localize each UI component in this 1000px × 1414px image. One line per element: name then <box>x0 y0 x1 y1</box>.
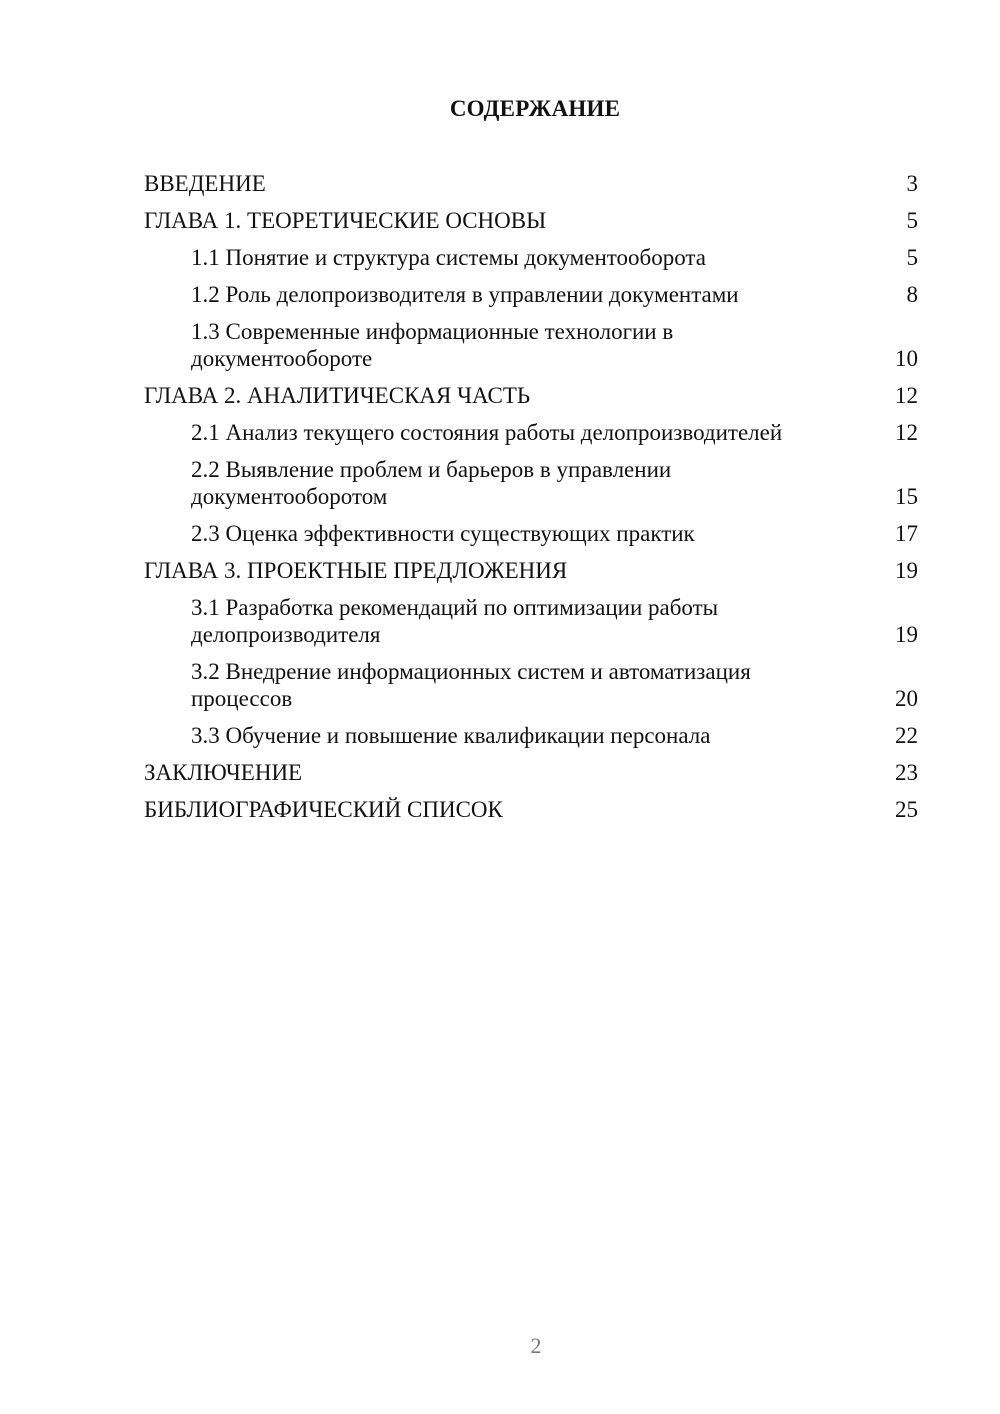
toc-entry-chapter-3[interactable] <box>144 555 918 592</box>
toc-entry-chapter-2[interactable] <box>144 380 918 417</box>
toc-entry-page: 20 <box>895 686 918 711</box>
toc-entry-page: 12 <box>895 383 918 408</box>
toc-entry-page: 25 <box>895 797 918 822</box>
toc-entry-label: 1.3 Современные информационные технологии в документообороте <box>191 319 674 371</box>
toc-entry-label: 2.1 Анализ текущего состояния работы делопроизводителей <box>191 420 783 445</box>
toc-entry-page: 15 <box>895 484 918 509</box>
toc-entry-page: 17 <box>895 521 918 546</box>
toc-entry-page: 3 <box>906 171 918 196</box>
toc-entry-page: 19 <box>895 558 918 583</box>
toc-entry-page: 19 <box>895 622 918 647</box>
toc-entry-conclusion[interactable] <box>144 757 918 794</box>
toc-entry-label: БИБЛИОГРАФИЧЕСКИЙ СПИСОК <box>144 797 503 822</box>
toc-entry-section-1-3[interactable] <box>144 316 918 380</box>
toc-entry-label: ГЛАВА 3. ПРОЕКТНЫЕ ПРЕДЛОЖЕНИЯ <box>144 558 568 583</box>
toc-entry-section-2-2[interactable] <box>144 454 918 518</box>
page-number: 2 <box>530 1333 542 1358</box>
toc-entry-page: 8 <box>906 282 918 307</box>
toc-entry-label: 3.3 Обучение и повышение квалификации персонала <box>191 723 711 748</box>
toc-entry-page: 22 <box>895 723 918 748</box>
toc-entry-label: 2.2 Выявление проблем и барьеров в управлении документооборотом <box>191 457 672 509</box>
toc-entry-page: 5 <box>906 245 918 270</box>
toc-entry-section-3-3[interactable] <box>144 720 918 757</box>
toc-entry-page: 23 <box>895 760 918 785</box>
toc-entry-page: 10 <box>895 346 918 371</box>
toc-entry-label: 1.1 Понятие и структура системы документооборота <box>191 245 706 270</box>
toc-entry-label: ГЛАВА 1. ТЕОРЕТИЧЕСКИЕ ОСНОВЫ <box>144 208 547 233</box>
toc-entry-section-1-1[interactable] <box>144 242 918 279</box>
toc-entry-label: 3.2 Внедрение информационных систем и автоматизация процессов <box>191 659 751 711</box>
toc-entry-section-2-3[interactable] <box>144 518 918 555</box>
toc-entry-section-2-1[interactable] <box>144 417 918 454</box>
toc-entry-label: 1.2 Роль делопроизводителя в управлении документами <box>191 282 739 307</box>
toc-entry-page: 12 <box>895 420 918 445</box>
toc-entry-label: 2.3 Оценка эффективности существующих практик <box>191 521 695 546</box>
toc-entry-label: ГЛАВА 2. АНАЛИТИЧЕСКАЯ ЧАСТЬ <box>144 383 531 408</box>
toc-entry-section-1-2[interactable] <box>144 279 918 316</box>
table-of-contents <box>144 168 918 831</box>
toc-entry-section-3-1[interactable] <box>144 592 918 656</box>
toc-entry-label: ЗАКЛЮЧЕНИЕ <box>144 760 303 785</box>
toc-entry-bibliography[interactable] <box>144 794 918 831</box>
toc-entry-introduction[interactable] <box>144 168 918 205</box>
toc-entry-label: ВВЕДЕНИЕ <box>144 171 266 196</box>
toc-entry-label: 3.1 Разработка рекомендаций по оптимизации работы делопроизводителя <box>191 595 719 647</box>
page-title: СОДЕРЖАНИЕ <box>449 96 621 121</box>
toc-entry-page: 5 <box>906 208 918 233</box>
toc-entry-chapter-1[interactable] <box>144 205 918 242</box>
toc-entry-section-3-2[interactable] <box>144 656 918 720</box>
